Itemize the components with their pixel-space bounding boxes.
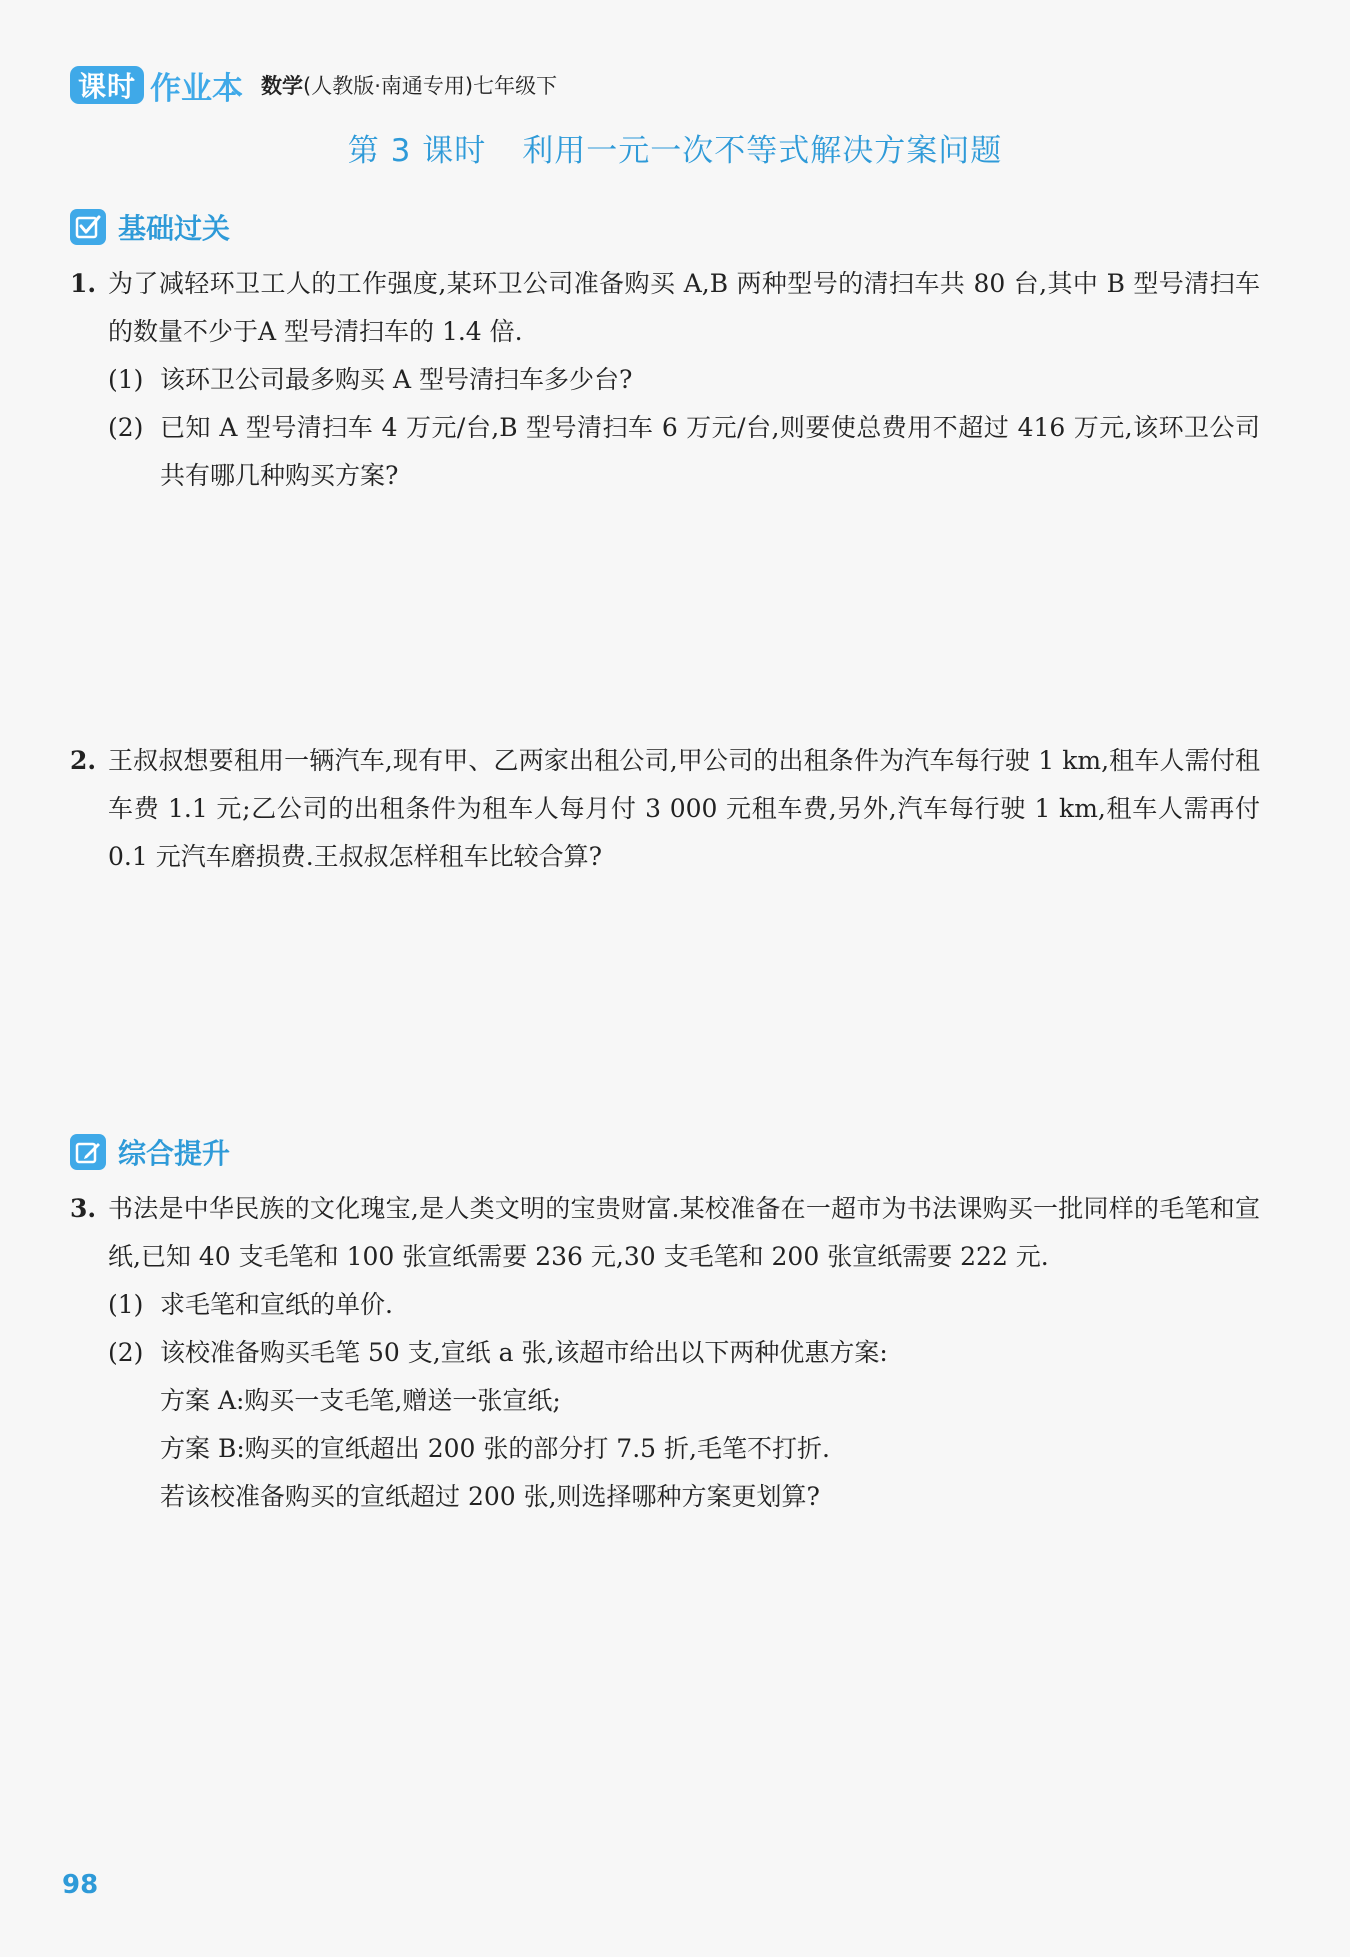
checkbox-icon <box>70 209 106 245</box>
section-basic-heading <box>70 207 230 247</box>
page-header <box>70 60 557 110</box>
sub-text: 该环卫公司最多购买 A 型号清扫车多少台? <box>160 365 633 394</box>
lesson-topic: 利用一元一次不等式解决方案问题 <box>522 133 1003 169</box>
lesson-label: 第 3 课时 <box>347 133 487 169</box>
plan-line: 若该校准备购买的宣纸超过 200 张,则选择哪种方案更划算? <box>160 1482 820 1511</box>
problem-2 <box>70 737 1260 881</box>
sub-text: 该校准备购买毛笔 50 支,宣纸 a 张,该超市给出以下两种优惠方案: <box>160 1338 888 1367</box>
sub-question <box>108 1281 1260 1329</box>
problem-number: 2. <box>70 746 97 775</box>
pencil-edit-icon <box>70 1134 106 1170</box>
book-info <box>261 70 557 100</box>
sub-question <box>108 404 1260 500</box>
sub-question <box>108 1329 1260 1377</box>
subject-label: 数学 <box>261 74 304 98</box>
section-advanced-heading <box>70 1132 230 1172</box>
page-number: 98 <box>62 1870 99 1900</box>
problem-number: 1. <box>70 269 97 298</box>
sub-question <box>108 356 1260 404</box>
problem-text: 王叔叔想要租用一辆汽车,现有甲、乙两家出租公司,甲公司的出租条件为汽车每行驶 1 km,租车人需付租车费 1.1 元;乙公司的出租条件为租车人每月付 3 000 元租车费,另外,汽车每行驶 1 km,租车人需再付 0.1 元汽车磨损费.王叔叔怎样租车比较合算? <box>108 746 1260 871</box>
problem-3 <box>70 1185 1260 1521</box>
lesson-title <box>0 125 1350 170</box>
problem-number: 3. <box>70 1194 97 1223</box>
plan-line: 方案 B:购买的宣纸超出 200 张的部分打 7.5 折,毛笔不打折. <box>160 1434 830 1463</box>
problem-text: 书法是中华民族的文化瑰宝,是人类文明的宝贵财富.某校准备在一超市为书法课购买一批同样的毛笔和宣纸,已知 40 支毛笔和 100 张宣纸需要 236 元,30 支毛笔和 200 张宣纸需要 222 元. <box>108 1194 1260 1271</box>
edition-label: (人教版·南通专用)七年级下 <box>303 74 558 98</box>
sub-text: 求毛笔和宣纸的单价. <box>160 1290 393 1319</box>
sub-number: (2) <box>108 1338 144 1367</box>
sub-text: 已知 A 型号清扫车 4 万元/台,B 型号清扫车 6 万元/台,则要使总费用不超过 416 万元,该环卫公司共有哪几种购买方案? <box>160 413 1260 490</box>
plan-line: 方案 A:购买一支毛笔,赠送一张宣纸; <box>160 1386 561 1415</box>
problem-1 <box>70 260 1260 500</box>
sub-number: (1) <box>108 1290 144 1319</box>
logo-text: 作业本 <box>150 70 244 107</box>
sub-number: (2) <box>108 413 144 442</box>
section-advanced-label: 综合提升 <box>118 1137 231 1170</box>
sub-number: (1) <box>108 365 144 394</box>
logo-badge: 课时 <box>70 66 144 104</box>
problem-text: 为了减轻环卫工人的工作强度,某环卫公司准备购买 A,B 两种型号的清扫车共 80 台,其中 B 型号清扫车的数量不少于A 型号清扫车的 1.4 倍. <box>108 269 1260 346</box>
section-basic-label: 基础过关 <box>118 212 231 245</box>
